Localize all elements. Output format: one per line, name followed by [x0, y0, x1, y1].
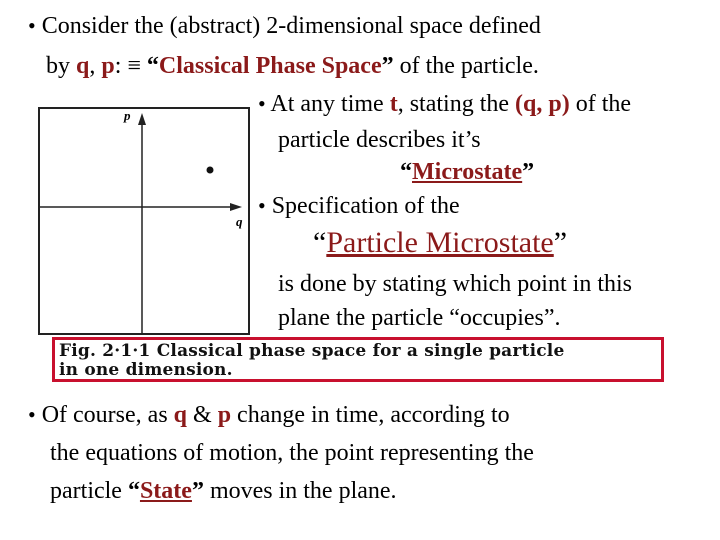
q-symbol: q: [76, 53, 90, 79]
t-symbol: t: [389, 91, 398, 117]
bottom-text: change in time, according to: [231, 402, 510, 428]
q-axis-label: q: [236, 214, 243, 229]
quote-close: ”: [522, 159, 535, 185]
right-line-5: [313, 226, 567, 260]
intro-tail: of the particle.: [393, 53, 539, 79]
right-text: of the: [569, 91, 632, 117]
right-line-2: particle describes it’s: [278, 127, 481, 153]
bullet: •: [28, 402, 36, 427]
q-symbol: q: [173, 402, 188, 428]
bullet: •: [258, 193, 266, 218]
caption-line-2: in one dimension.: [59, 360, 233, 380]
quote-open: “: [313, 226, 327, 259]
quote-close: ”: [381, 53, 394, 79]
right-text: , stating the: [397, 91, 516, 117]
figure-caption: [52, 337, 664, 382]
bottom-text: Of course, as: [41, 402, 174, 428]
right-line-4: [258, 192, 460, 220]
bottom-line-1: [28, 401, 510, 429]
quote-open: “: [400, 159, 412, 185]
intro-by: by: [46, 53, 76, 79]
particle-microstate-term: Particle Microstate: [326, 226, 554, 259]
diagram-frame: [39, 108, 249, 334]
phase-space-diagram: [38, 107, 250, 335]
state-term: State: [139, 478, 192, 504]
phase-space-term: Classical Phase Space: [158, 53, 382, 79]
intro-line-1: [28, 12, 541, 40]
bottom-text: &: [187, 402, 218, 428]
right-line-1: [258, 90, 631, 118]
particle-point: [207, 167, 214, 174]
intro-text-1: Consider the (abstract) 2-dimensional space defined: [41, 13, 541, 39]
p-axis-label: p: [124, 108, 131, 123]
bottom-line-3: [50, 477, 397, 505]
quote-close: ”: [191, 478, 204, 504]
microstate-term: Microstate: [412, 159, 523, 185]
p-symbol: p: [101, 53, 115, 79]
intro-equiv: : ≡: [114, 53, 147, 79]
bottom-text: particle: [50, 478, 128, 504]
p-symbol: p: [217, 402, 232, 428]
caption-line-1: Fig. 2·1·1 Classical phase space for a single particle: [59, 341, 565, 361]
right-line-3: [400, 158, 534, 186]
p-axis-arrow-icon: [138, 113, 146, 125]
bottom-line-2: the equations of motion, the point representing the: [50, 440, 534, 466]
q-axis-arrow-icon: [230, 203, 242, 211]
quote-open: “: [146, 53, 159, 79]
right-text: Specification of the: [271, 193, 460, 219]
quote-open: “: [127, 478, 140, 504]
intro-line-2: [46, 52, 539, 80]
bullet: •: [28, 13, 36, 38]
intro-comma: ,: [89, 53, 102, 79]
bottom-text: moves in the plane.: [203, 478, 397, 504]
right-text: At any time: [270, 91, 390, 117]
right-line-7: plane the particle “occupies”.: [278, 305, 561, 331]
quote-close: ”: [553, 226, 568, 259]
bullet: •: [258, 91, 266, 116]
qp-symbol: (q, p): [515, 91, 570, 117]
right-line-6: is done by stating which point in this: [278, 271, 632, 297]
